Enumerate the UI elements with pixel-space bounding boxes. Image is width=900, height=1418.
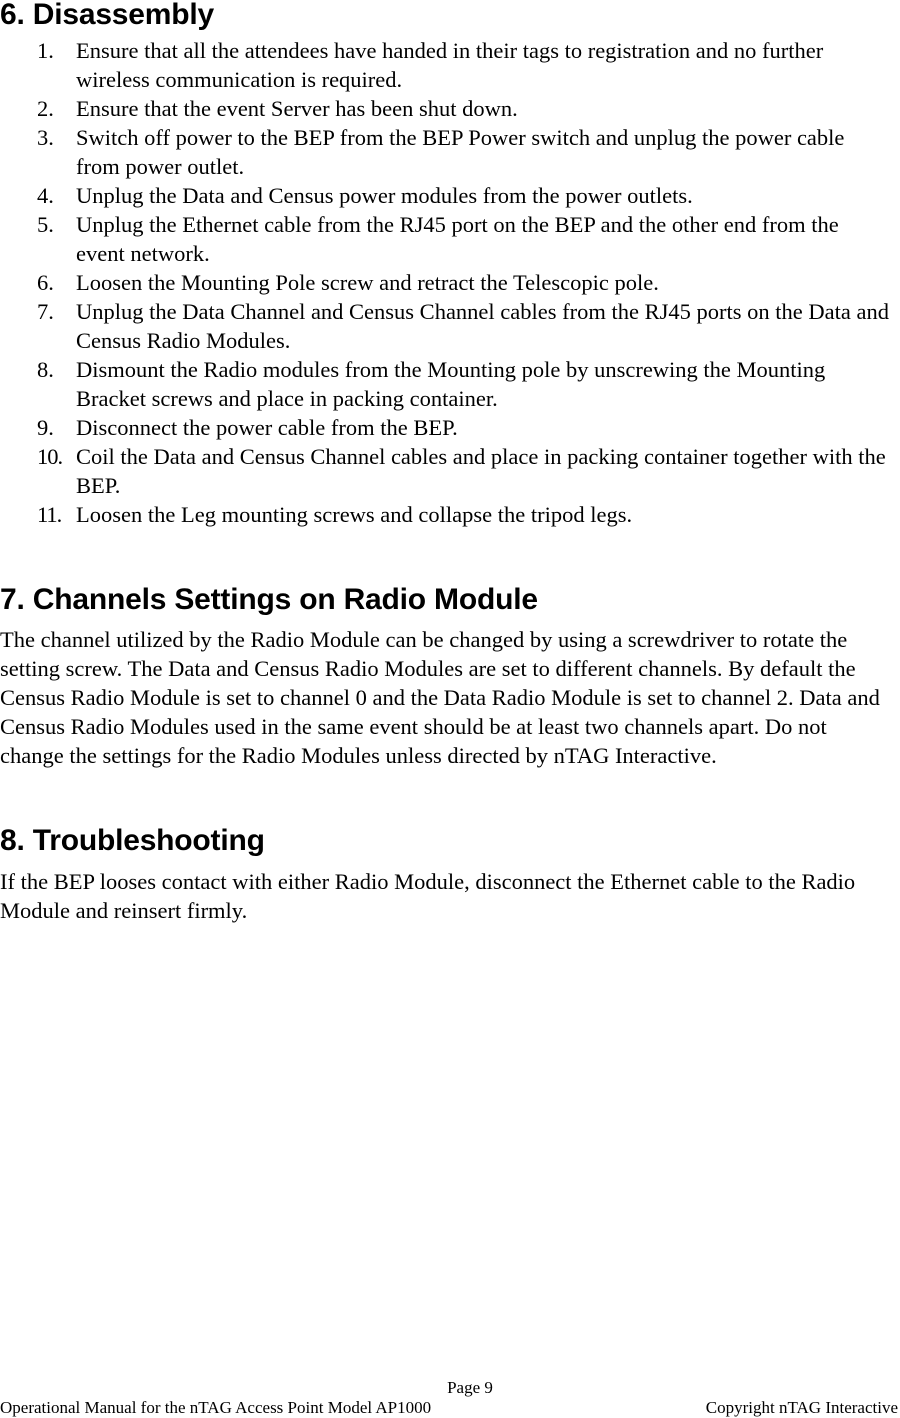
step-number: 6.	[37, 270, 54, 295]
list-item	[0, 500, 900, 529]
step-text: Disconnect the power cable from the BEP.	[76, 415, 458, 440]
step-text: Loosen the Mounting Pole screw and retract the Telescopic pole.	[76, 270, 659, 295]
step-number: 5.	[37, 212, 54, 237]
step-text: Ensure that all the attendees have handed in their tags to registration and no further wireless communication is required.	[76, 38, 824, 92]
channels-settings-paragraph: The channel utilized by the Radio Module can be changed by using a screwdriver to rotate the setting screw. The Data and Census Radio Modules are set to different channels. By default the Census Radio Module is set to channel 0 and the Data Radio Module is set to channel 2. Data and Census Radio Modules used in the same event should be at least two channels apart. Do not change the settings for the Radio Modules unless directed by nTAG Interactive.	[0, 627, 880, 768]
list-item	[0, 210, 900, 268]
step-number: 7.	[37, 299, 54, 324]
step-text: Unplug the Data and Census power modules from the power outlets.	[76, 183, 693, 208]
troubleshooting-paragraph: If the BEP looses contact with either Radio Module, disconnect the Ethernet cable to the Radio Module and reinsert firmly.	[0, 869, 856, 923]
list-item	[0, 268, 900, 297]
section-heading-channels-settings: 7. Channels Settings on Radio Module	[0, 583, 538, 616]
step-text: Unplug the Data Channel and Census Channel cables from the RJ45 ports on the Data and Census Radio Modules.	[76, 299, 889, 353]
section-heading-troubleshooting: 8. Troubleshooting	[0, 824, 265, 857]
footer-document-title: Operational Manual for the nTAG Access Point Model AP1000	[0, 1398, 432, 1417]
list-item	[0, 181, 900, 210]
step-text: Loosen the Leg mounting screws and collapse the tripod legs.	[76, 502, 633, 527]
step-text: Switch off power to the BEP from the BEP Power switch and unplug the power cable from power outlet.	[76, 125, 845, 179]
footer-copyright: Copyright nTAG Interactive	[705, 1398, 898, 1417]
list-item	[0, 297, 900, 355]
step-text: Coil the Data and Census Channel cables and place in packing container together with the BEP.	[76, 444, 886, 498]
step-text: Dismount the Radio modules from the Mounting pole by unscrewing the Mounting Bracket screws and place in packing container.	[76, 357, 826, 411]
step-number: 10.	[37, 444, 63, 469]
list-item	[0, 94, 900, 123]
step-number: 9.	[37, 415, 54, 440]
step-number: 4.	[37, 183, 54, 208]
list-item	[0, 36, 900, 94]
list-item	[0, 123, 900, 181]
list-item	[0, 442, 900, 500]
list-item	[0, 413, 900, 442]
step-number: 2.	[37, 96, 54, 121]
step-text: Unplug the Ethernet cable from the RJ45 port on the BEP and the other end from the event network.	[76, 212, 839, 266]
step-number: 8.	[37, 357, 54, 382]
disassembly-steps-list	[0, 36, 900, 529]
step-text: Ensure that the event Server has been shut down.	[76, 96, 518, 121]
page-number: Page 9	[447, 1378, 493, 1397]
step-number: 1.	[37, 38, 54, 63]
step-number: 11.	[37, 502, 62, 527]
list-item	[0, 355, 900, 413]
section-heading-disassembly: 6. Disassembly	[0, 0, 214, 31]
step-number: 3.	[37, 125, 54, 150]
